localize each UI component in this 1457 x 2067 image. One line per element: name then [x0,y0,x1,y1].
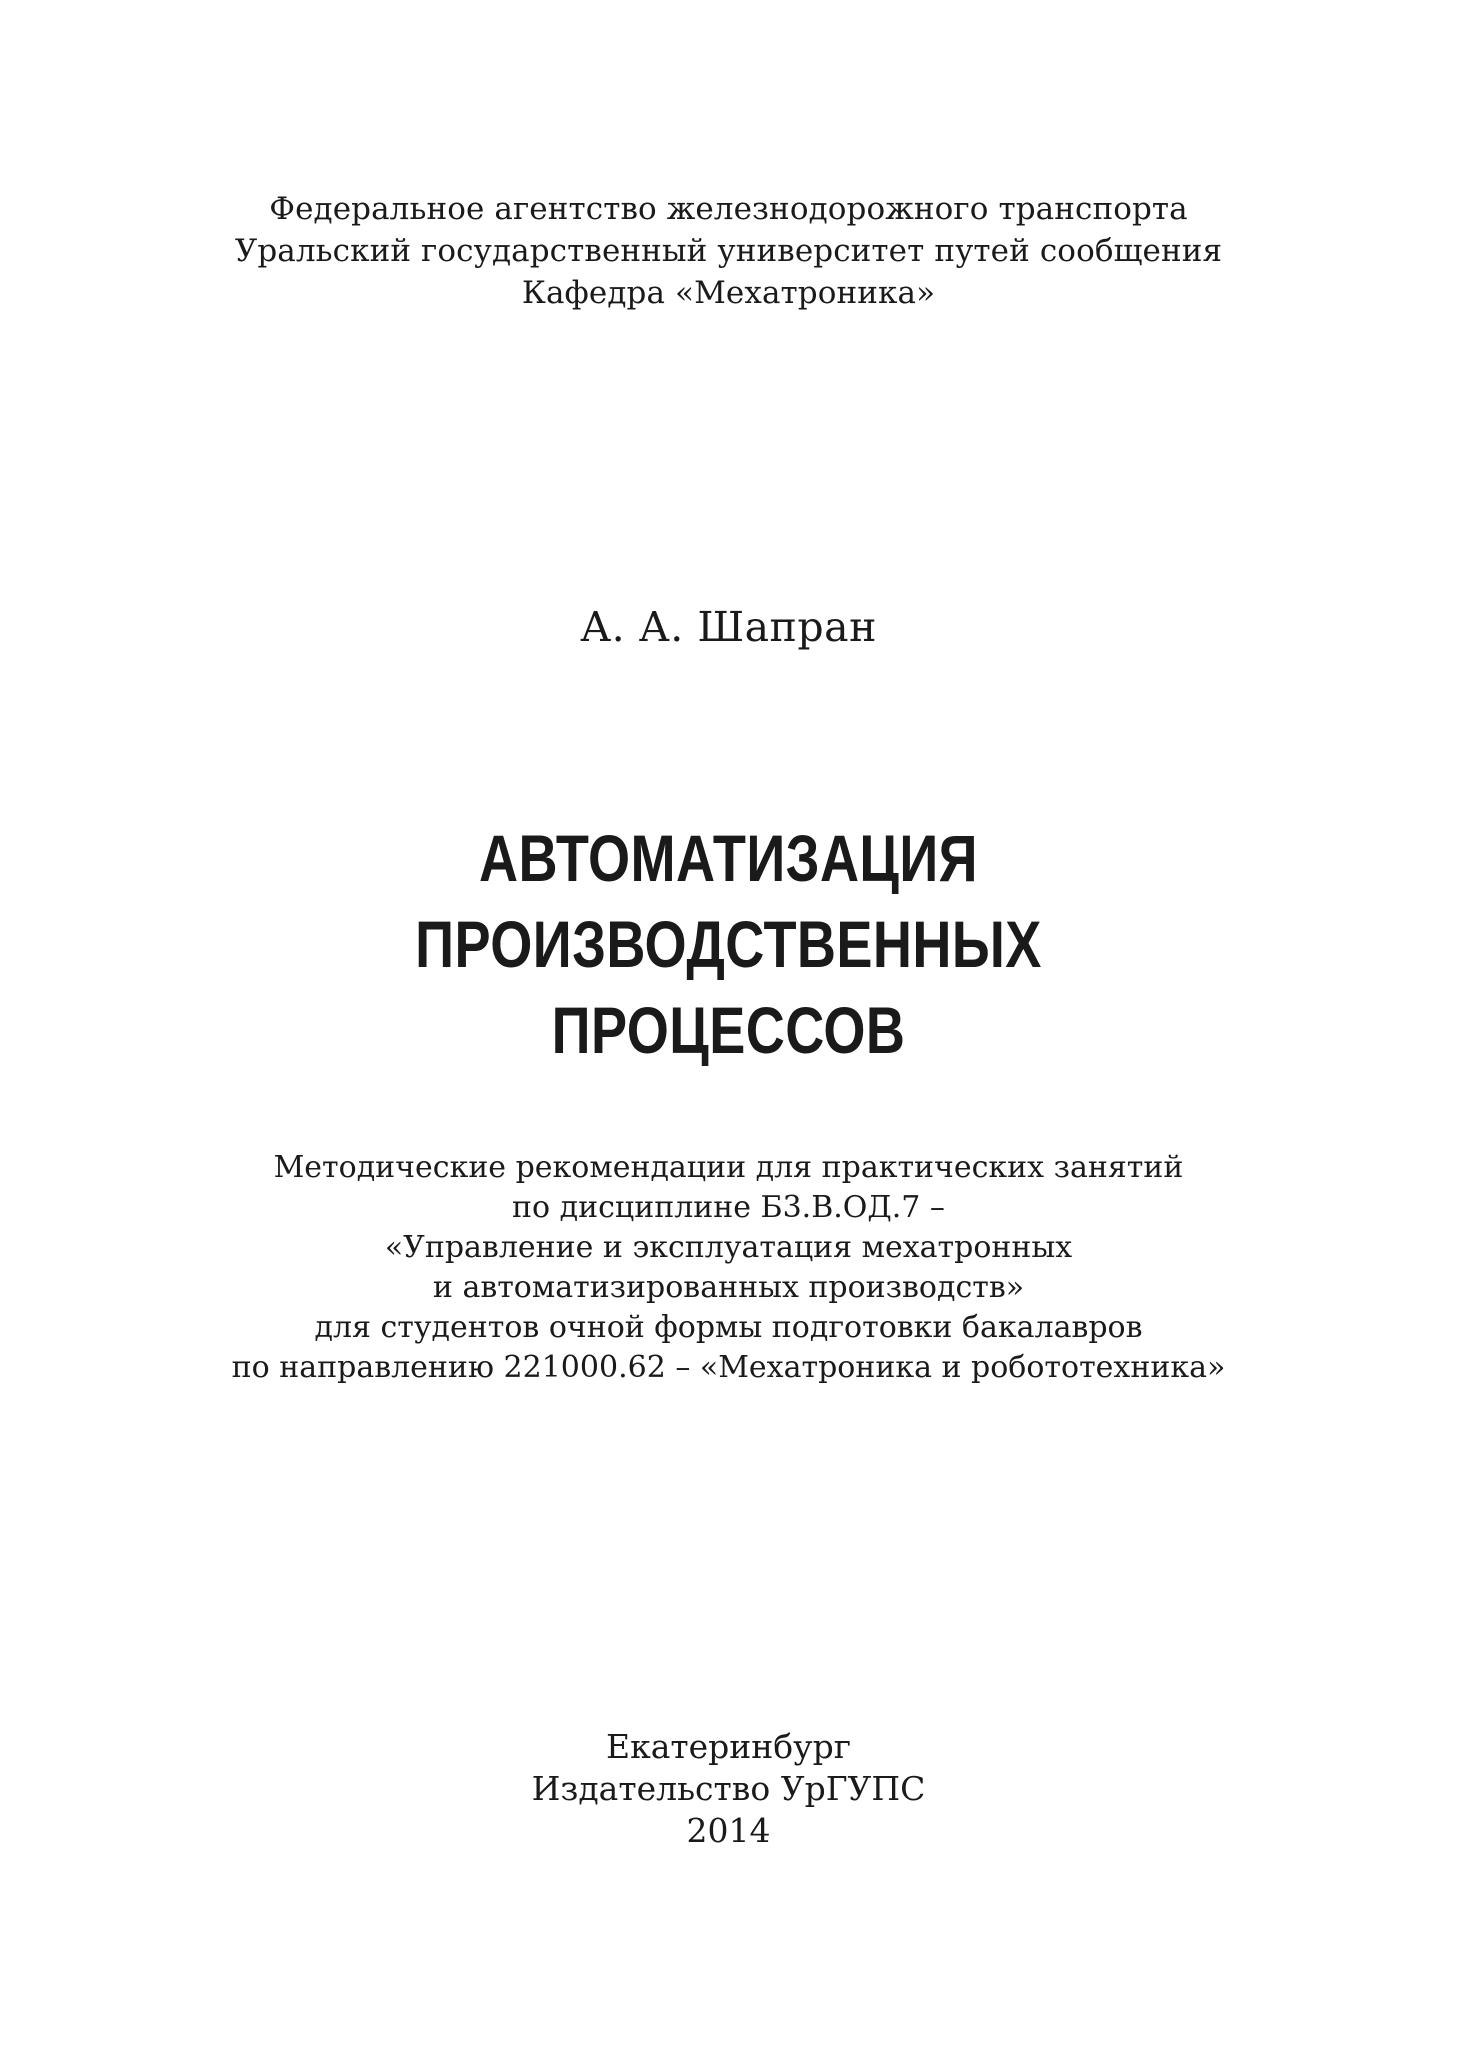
author-text: А. А. Шапран [580,603,877,651]
institution-header [0,188,1457,314]
subtitle-line-3: «Управление и эксплуатация мехатронных [384,1230,1073,1265]
document-subtitle [0,1148,1457,1388]
document-title [131,815,1326,1073]
subtitle-line-6: по направлению 221000.62 – «Мехатроника и робототехника» [231,1350,1226,1385]
subtitle-line-1: Методические рекомендации для практических занятий [273,1150,1184,1185]
agency-name: Федеральное агентство железнодорожного транспорта [269,191,1188,227]
subtitle-line-5: для студентов очной формы подготовки бакалавров [314,1310,1143,1345]
university-name: Уральский государственный университет путей сообщения [234,233,1223,269]
imprint-publisher: Издательство УрГУПС [531,1769,926,1808]
title-line-3: ПРОЦЕССОВ [551,993,906,1067]
imprint-year: 2014 [686,1811,771,1850]
publication-imprint [0,1726,1457,1852]
author-name [0,600,1457,654]
title-line-2: ПРОИЗВОДСТВЕННЫХ [415,907,1042,981]
department-name: Кафедра «Мехатроника» [521,275,936,311]
subtitle-line-4: и автоматизированных производств» [432,1270,1025,1305]
subtitle-line-2: по дисциплине Б3.В.ОД.7 – [512,1190,945,1225]
title-line-1: АВТОМАТИЗАЦИЯ [479,821,978,895]
imprint-city: Екатеринбург [606,1727,851,1766]
